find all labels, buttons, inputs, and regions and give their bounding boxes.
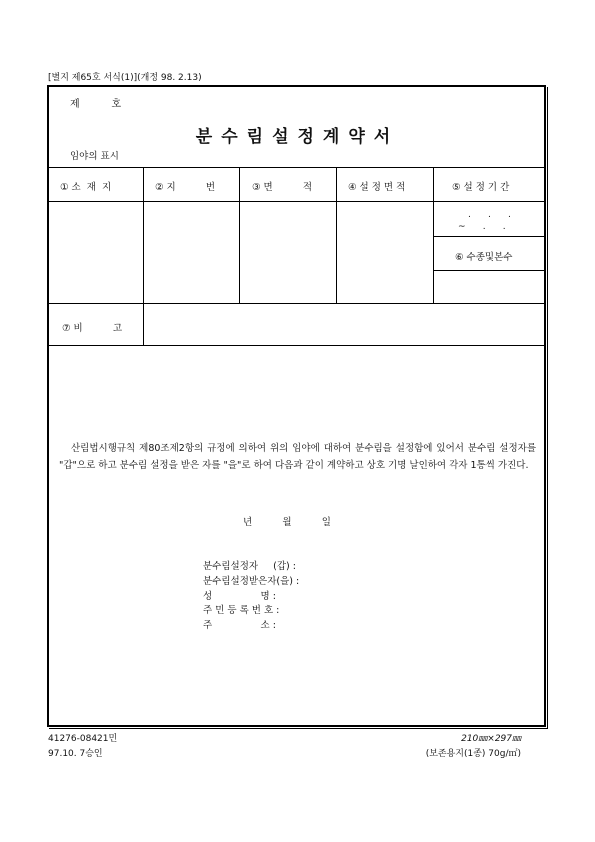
column-header-set-period: ⑤ 설 정 기 간 — [452, 182, 510, 193]
signatory-resident-number: 주 민 등 록 번 호 : — [203, 605, 280, 616]
document-number-label: 제 호 — [70, 99, 122, 110]
remarks-bottom-rule — [49, 345, 545, 346]
table-top-rule — [49, 167, 545, 168]
footer-paper-size: 210㎜×297㎜ — [461, 734, 521, 744]
signatory-grantee: 분수림설정받은자(을) : — [203, 576, 300, 587]
form-header: [별지 제65호 서식(1)](개정 98. 2.13) — [48, 73, 202, 83]
signatory-name: 성 명 : — [203, 591, 276, 602]
period-start-date: . . . — [468, 210, 511, 220]
signatory-grantor: 분수림설정자 (갑) : — [203, 561, 296, 572]
period-end-date: ~ . . — [458, 222, 506, 232]
footer-approval: 97.10. 7승인 — [48, 749, 103, 759]
signatory-address: 주 소 : — [203, 620, 276, 631]
col-divider-4 — [433, 167, 434, 303]
date-line: 년 월 일 — [243, 517, 331, 528]
agreement-paragraph: 산림법시행규칙 제80조제2항의 규정에 의하여 위의 임야에 대하여 분수림을 설정함에 있어서 분수림 설정자를 "갑"으로 하고 분수림 설정을 받은 자를 "을"로 하여 다음과 같이 계약하고 상호 기명 날인하여 각자 1통씩 가진다. — [59, 443, 536, 471]
species-divider — [433, 270, 545, 271]
column-header-lot-number: ② 지 번 — [155, 182, 216, 193]
footer-paper-spec: (보존용지(1종) 70g/㎡) — [425, 749, 521, 759]
species-count-label: ⑥ 수종및본수 — [455, 252, 513, 263]
col-divider-3 — [336, 167, 337, 303]
remarks-label: ⑦ 비 고 — [62, 323, 123, 334]
column-header-set-area: ④ 설 정 면 적 — [348, 182, 406, 193]
period-divider — [433, 236, 545, 237]
forest-display-label: 임야의 표시 — [70, 151, 119, 162]
header-bottom-rule — [49, 201, 545, 202]
column-header-location: ① 소 재 지 — [60, 182, 112, 193]
col-divider-1 — [143, 167, 144, 345]
page-title: 분수림설정계약서 — [195, 127, 400, 147]
rows-bottom-rule — [49, 303, 545, 304]
col-divider-2 — [239, 167, 240, 303]
agreement-text — [59, 440, 536, 474]
footer-form-code: 41276-08421민 — [48, 734, 118, 744]
column-header-area: ③ 면 적 — [252, 182, 313, 193]
